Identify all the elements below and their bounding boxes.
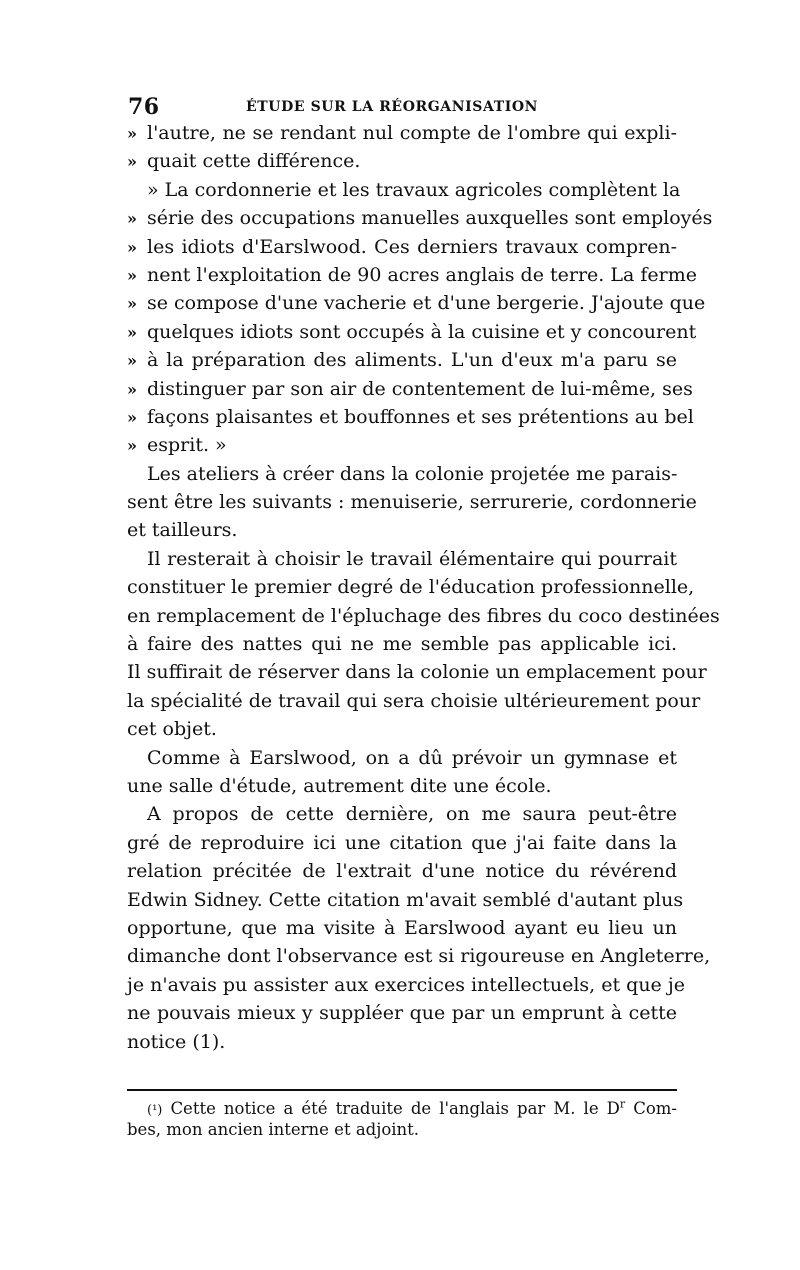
quote-mark: » (127, 237, 137, 257)
text-line: notice (1). (127, 1030, 226, 1053)
page-number: 76 (128, 94, 160, 120)
text-line: » quait cette différence. (127, 147, 677, 175)
text-line: en remplacement de l'épluchage des fibres du coco destinées (127, 604, 720, 627)
text-line: » les idiots d'Earslwood. Ces derniers travaux compren- (127, 233, 677, 261)
text-line: une salle d'étude, autrement dite une école. (127, 774, 552, 797)
text-line: Les ateliers à créer dans la colonie projetée me parais- (147, 462, 678, 485)
quote-mark: » (127, 152, 137, 172)
text-line: à faire des nattes qui ne me semble pas applicable ici. (127, 633, 677, 656)
text-line: » distinguer par son air de contentement de lui-même, ses (127, 375, 677, 403)
body-text (127, 119, 720, 1056)
page-header (128, 94, 680, 122)
quote-mark: » (127, 379, 137, 399)
footnote (127, 1098, 677, 1140)
text-line: cet objet. (127, 718, 217, 741)
quote-mark: » (127, 436, 137, 456)
text-line: je n'avais pu assister aux exercices intellectuels, et que je (127, 973, 685, 996)
text-line: » à la préparation des aliments. L'un d'eux m'a paru se (127, 346, 677, 374)
text-line: Il suffirait de réserver dans la colonie un emplacement pour (127, 661, 707, 684)
text-line: A propos de cette dernière, on me saura peut-être (147, 803, 677, 826)
quote-mark: » (127, 209, 137, 229)
text-line: sent être les suivants : menuiserie, serrurerie, cordonnerie (127, 491, 697, 514)
footnote-rule (127, 1089, 677, 1091)
text-line: ne pouvais mieux y suppléer que par un emprunt à cette (127, 1002, 677, 1025)
text-line: Edwin Sidney. Cette citation m'avait semblé d'autant plus (127, 888, 684, 911)
footnote-marker: (¹) (147, 1103, 163, 1118)
quote-mark: » (127, 124, 137, 143)
quote-mark: » (127, 294, 137, 314)
text-line: » l'autre, ne se rendant nul compte de l'ombre qui expli- (127, 119, 677, 147)
text-line: » quelques idiots sont occupés à la cuisine et y concourent (127, 318, 677, 346)
text-line: et tailleurs. (127, 519, 238, 542)
quote-mark: » (127, 265, 137, 285)
text-line: opportune, que ma visite à Earslwood ayant eu lieu un (127, 916, 677, 939)
text-line: » façons plaisantes et bouffonnes et ses prétentions au bel (127, 403, 677, 431)
text-line: constituer le premier degré de l'éducation professionnelle, (127, 576, 695, 599)
text-line: dimanche dont l'observance est si rigoureuse en Angleterre, (127, 945, 711, 968)
text-line: » nent l'exploitation de 90 acres anglais de terre. La ferme (127, 261, 677, 289)
text-line: gré de reproduire ici une citation que j'ai faite dans la (127, 831, 677, 854)
quote-mark: » (127, 351, 137, 371)
running-title: ÉTUDE SUR LA RÉORGANISATION (246, 99, 539, 115)
footnote-line: bes, mon ancien interne et adjoint. (127, 1120, 420, 1139)
text-line: » esprit. » (127, 431, 677, 459)
text-line: » série des occupations manuelles auxquelles sont employés (127, 204, 677, 232)
text-line: Comme à Earslwood, on a dû prévoir un gymnase et (147, 746, 677, 769)
text-line: » La cordonnerie et les travaux agricoles complètent la (147, 178, 681, 201)
text-line: » se compose d'une vacherie et d'une bergerie. J'ajoute que (127, 289, 677, 317)
text-line: la spécialité de travail qui sera choisie ultérieurement pour (127, 689, 701, 712)
footnote-line: (¹) Cette notice a été traduite de l'anglais par M. le $D^r$ Com- (147, 1097, 677, 1118)
quote-mark: » (127, 407, 137, 427)
text-line: relation précitée de l'extrait d'une notice du révérend (127, 860, 677, 883)
text-line: Il resterait à choisir le travail élémentaire qui pourrait (147, 547, 677, 570)
quote-mark: » (127, 322, 137, 342)
